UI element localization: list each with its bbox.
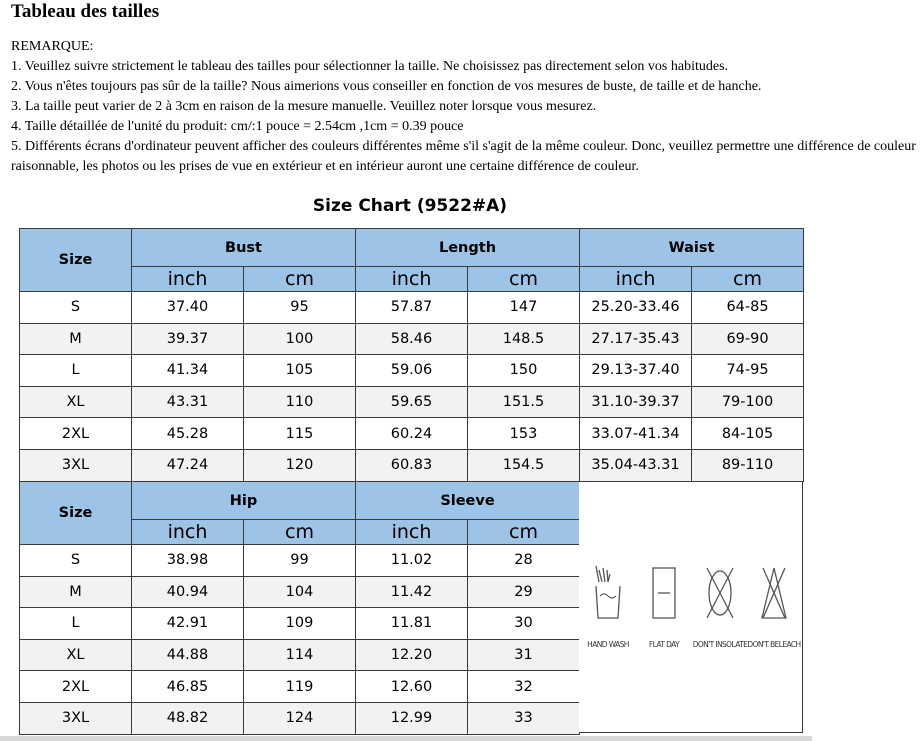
value-cell: 47.24 [132,449,244,481]
table1-body [20,292,804,482]
size-header: Size [20,482,132,545]
unit-header: cm [244,520,356,545]
table-row [20,702,580,734]
value-cell: 48.82 [132,702,244,734]
length-header: Length [356,229,580,267]
value-cell: 33.07-41.34 [580,418,692,450]
value-cell: 74-95 [692,355,804,387]
value-cell: 148.5 [468,323,580,355]
value-cell: 124 [244,702,356,734]
care-label: HAND WASH [587,640,629,649]
value-cell: 109 [244,608,356,640]
value-cell: 29.13-37.40 [580,355,692,387]
value-cell: 59.65 [356,386,468,418]
value-cell: 60.83 [356,449,468,481]
value-cell: 37.40 [132,292,244,324]
value-cell: 35.04-43.31 [580,449,692,481]
unit-header: inch [580,267,692,292]
value-cell: 59.06 [356,355,468,387]
value-cell: 41.34 [132,355,244,387]
size-table-hip-sleeve [19,481,580,735]
table-row [20,418,804,450]
hip-header: Hip [132,482,356,520]
value-cell: 28 [468,545,580,577]
unit-header: inch [132,520,244,545]
value-cell: 104 [244,576,356,608]
size-cell: S [20,292,132,324]
table-row [20,386,804,418]
value-cell: 29 [468,576,580,608]
flat-dry-icon [649,562,679,622]
size-cell: 2XL [20,418,132,450]
note-3: 3. La taille peut varier de 2 à 3cm en raison de la mesure manuelle. Veuillez noter lorsque vous mesurez. [11,99,597,114]
size-cell: L [20,608,132,640]
size-cell: L [20,355,132,387]
unit-header: inch [356,520,468,545]
size-cell: XL [20,639,132,671]
value-cell: 147 [468,292,580,324]
care-label: DON'T BELEACH [747,640,801,649]
bottom-image-edge [0,736,812,741]
value-cell: 119 [244,671,356,703]
sleeve-header: Sleeve [356,482,580,520]
value-cell: 38.98 [132,545,244,577]
value-cell: 95 [244,292,356,324]
value-cell: 12.99 [356,702,468,734]
value-cell: 43.31 [132,386,244,418]
value-cell: 11.02 [356,545,468,577]
size-chart-title: Size Chart (9522#A) [312,196,508,216]
size-cell: M [20,323,132,355]
unit-header: cm [468,520,580,545]
value-cell: 27.17-35.43 [580,323,692,355]
value-cell: 31 [468,639,580,671]
value-cell: 11.42 [356,576,468,608]
waist-header: Waist [580,229,804,267]
value-cell: 150 [468,355,580,387]
value-cell: 110 [244,386,356,418]
size-header: Size [20,229,132,292]
value-cell: 100 [244,323,356,355]
care-item-do-not-bleach [746,562,802,649]
value-cell: 89-110 [692,449,804,481]
size-cell: 3XL [20,702,132,734]
table-row [20,608,580,640]
size-cell: M [20,576,132,608]
value-cell: 153 [468,418,580,450]
note-4: 4. Taille détaillée de l'unité du produit: cm/:1 pouce = 2.54cm ,1cm = 0.39 pouce [11,119,464,134]
table2-body [20,545,580,735]
table-row [20,355,804,387]
notes [11,37,921,177]
value-cell: 12.20 [356,639,468,671]
value-cell: 114 [244,639,356,671]
table-row [20,545,580,577]
value-cell: 151.5 [468,386,580,418]
table-row [20,576,580,608]
unit-header: inch [356,267,468,292]
value-cell: 79-100 [692,386,804,418]
bust-header: Bust [132,229,356,267]
value-cell: 12.60 [356,671,468,703]
care-item-flat-dry [636,562,692,649]
note-5: 5. Différents écrans d'ordinateur peuvent afficher des couleurs différentes même s'il s'agit de la même couleur. Donc, veuillez permettre une différence de couleur raisonnable, les photos ou les prises de vue en extérieur et en intérieur auront une certaine différence de couleur. [11,139,916,174]
table-row [20,449,804,481]
do-not-bleach-icon [759,562,789,622]
value-cell: 44.88 [132,639,244,671]
care-label: FLAT DAY [648,640,680,649]
size-cell: S [20,545,132,577]
value-cell: 39.37 [132,323,244,355]
table-row [20,671,580,703]
size-cell: 3XL [20,449,132,481]
hand-wash-icon [593,562,623,622]
size-cell: XL [20,386,132,418]
size-table-bust-length-waist [19,228,804,482]
value-cell: 57.87 [356,292,468,324]
notes-heading: REMARQUE: [11,39,94,54]
note-2: 2. Vous n'êtes toujours pas sûr de la taille? Nous aimerions vous conseiller en fonction de vos mesures de buste, de taille et de hanche. [11,79,762,94]
care-item-hand-wash [580,562,636,649]
value-cell: 42.91 [132,608,244,640]
unit-header: inch [132,267,244,292]
value-cell: 60.24 [356,418,468,450]
value-cell: 33 [468,702,580,734]
value-cell: 154.5 [468,449,580,481]
do-not-insulate-icon [705,562,735,622]
value-cell: 31.10-39.37 [580,386,692,418]
care-item-do-not-insulate [692,562,748,649]
value-cell: 46.85 [132,671,244,703]
value-cell: 64-85 [692,292,804,324]
value-cell: 84-105 [692,418,804,450]
value-cell: 115 [244,418,356,450]
value-cell: 120 [244,449,356,481]
value-cell: 32 [468,671,580,703]
note-1: 1. Veuillez suivre strictement le tableau des tailles pour sélectionner la taille. Ne choisissez pas directement selon vos habitudes. [11,59,729,74]
unit-header: cm [692,267,804,292]
table-row [20,639,580,671]
value-cell: 58.46 [356,323,468,355]
page-title: Tableau des tailles [11,1,160,22]
value-cell: 99 [244,545,356,577]
care-instructions-panel [579,481,803,733]
value-cell: 105 [244,355,356,387]
unit-header: cm [468,267,580,292]
unit-header: cm [244,267,356,292]
table-row [20,292,804,324]
value-cell: 40.94 [132,576,244,608]
value-cell: 11.81 [356,608,468,640]
table-row [20,323,804,355]
care-label: DON'T INSOLATE [692,640,748,649]
value-cell: 69-90 [692,323,804,355]
value-cell: 30 [468,608,580,640]
value-cell: 25.20-33.46 [580,292,692,324]
size-cell: 2XL [20,671,132,703]
value-cell: 45.28 [132,418,244,450]
